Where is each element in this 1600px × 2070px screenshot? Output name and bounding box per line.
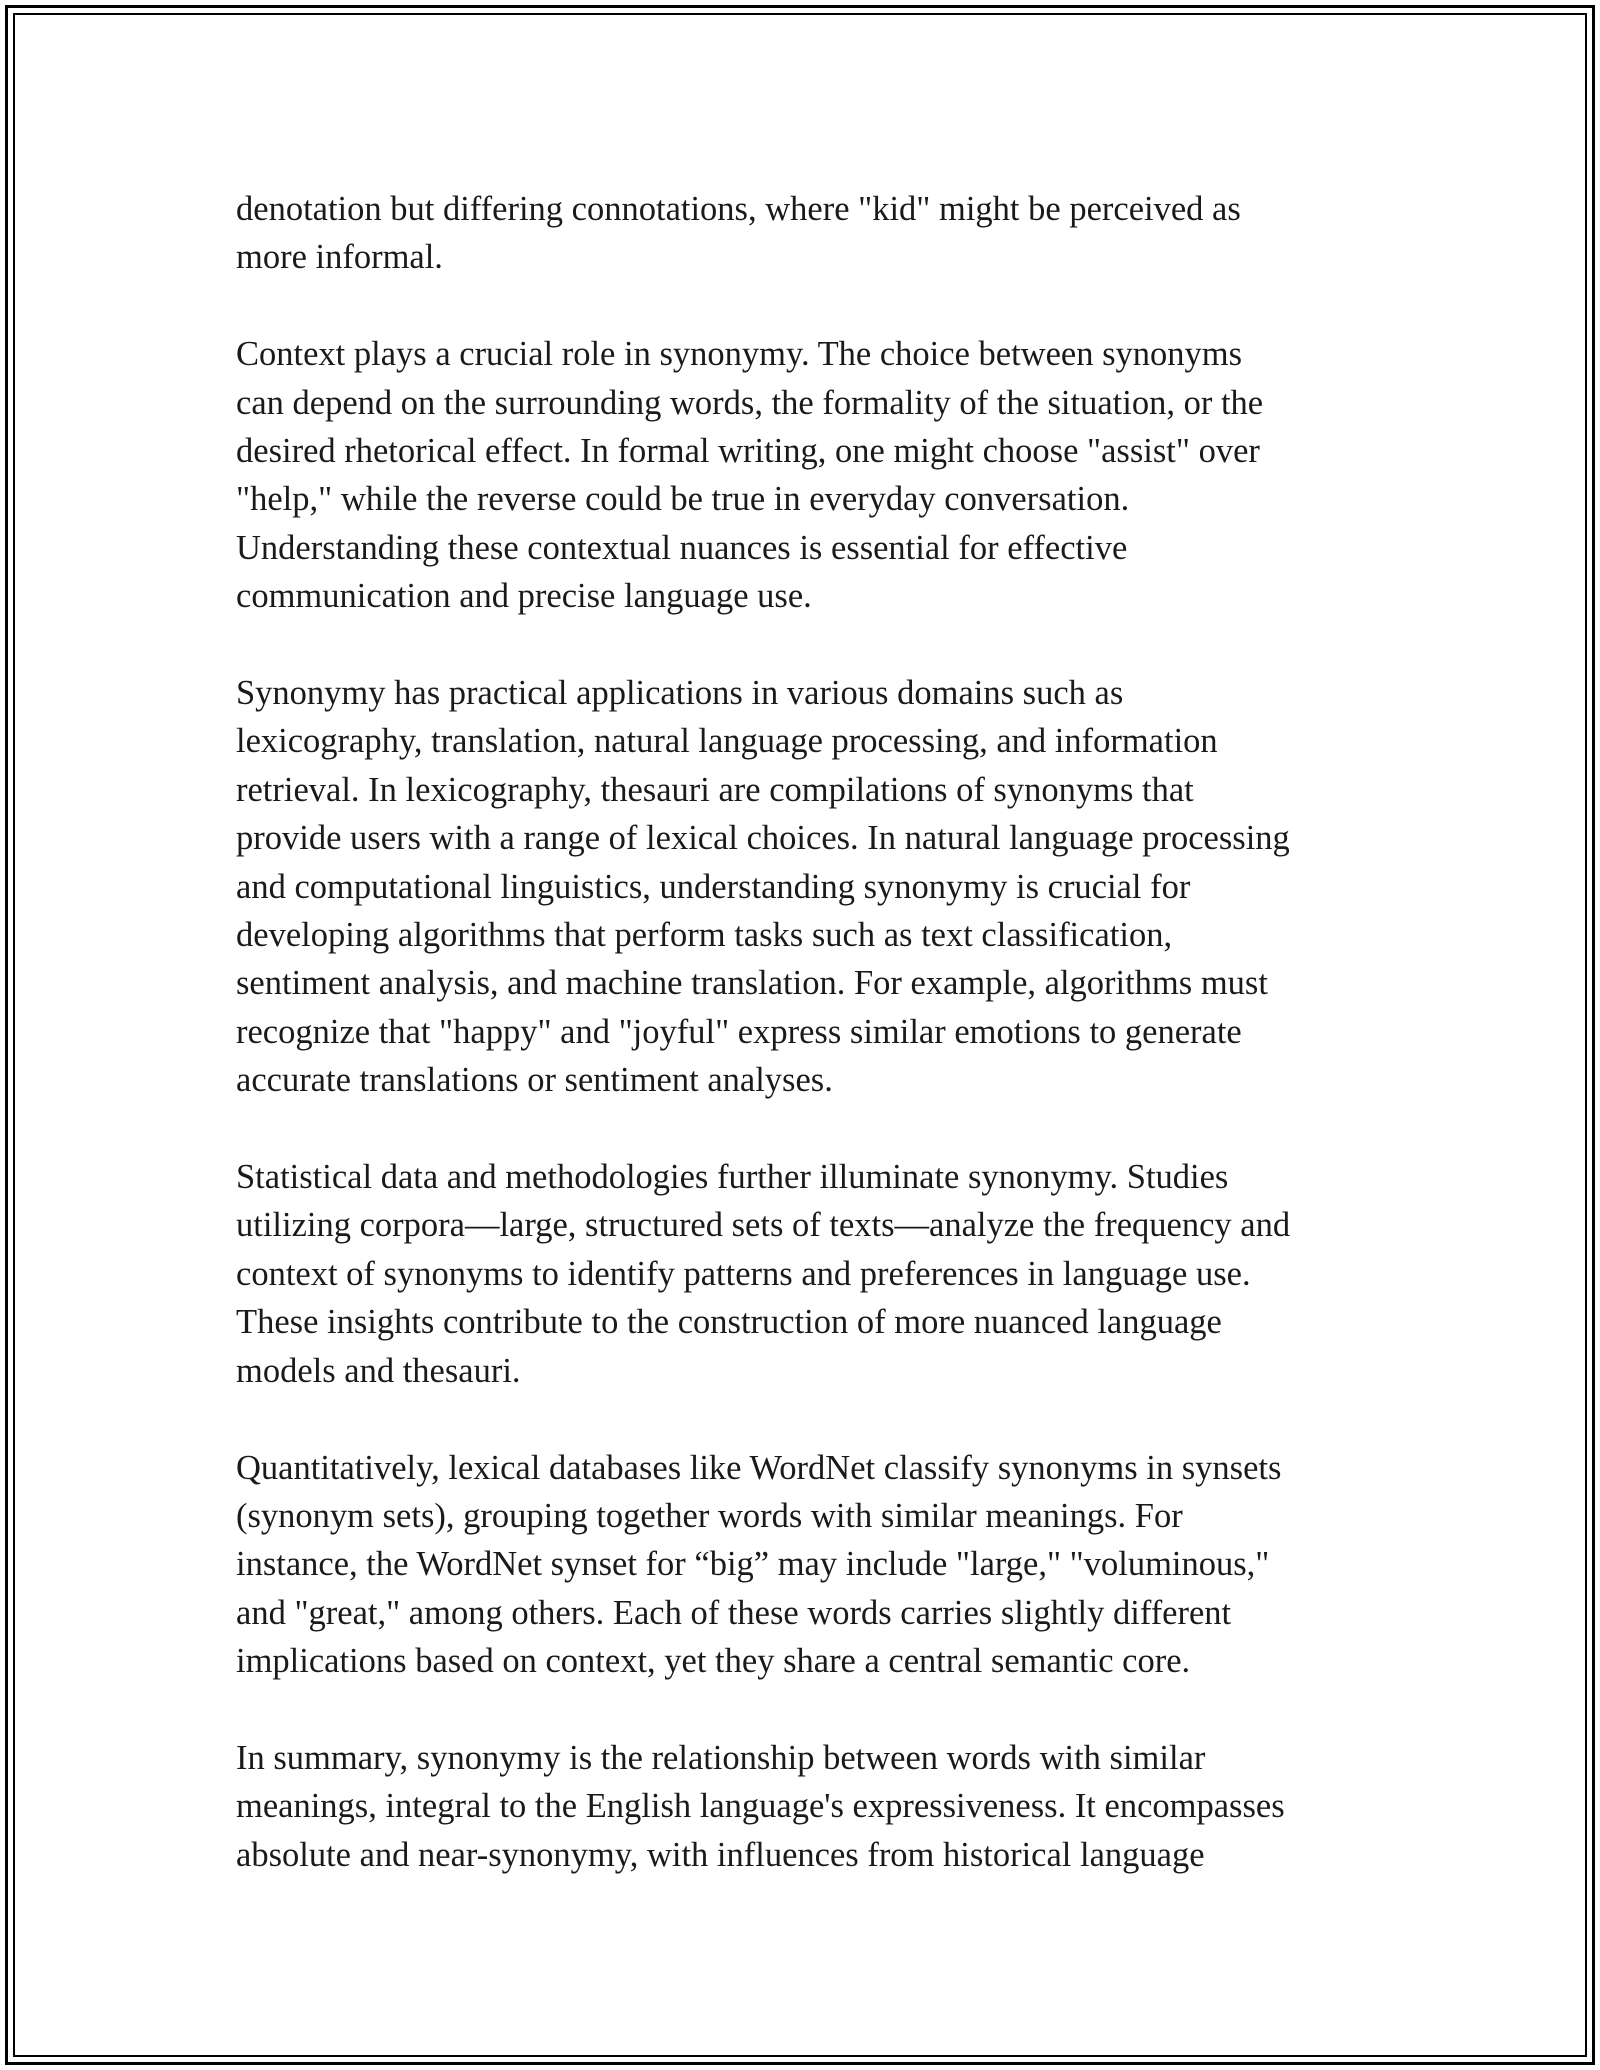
text-line: and computational linguistics, understanding synonymy is crucial for (236, 867, 1191, 906)
text-line: can depend on the surrounding words, the formality of the situation, or the (236, 383, 1264, 422)
text-line: absolute and near-synonymy, with influences from historical language (236, 1835, 1205, 1874)
text-line: Context plays a crucial role in synonymy. The choice between synonyms (236, 335, 1243, 374)
text-line: communication and precise language use. (236, 577, 812, 616)
text-line: desired rhetorical effect. In formal writing, one might choose "assist" over (236, 432, 1260, 471)
text-line: Statistical data and methodologies further illuminate synonymy. Studies (236, 1158, 1229, 1197)
text-line: accurate translations or sentiment analyses. (236, 1061, 833, 1100)
text-line: models and thesauri. (236, 1351, 521, 1390)
text-line: implications based on context, yet they share a central semantic core. (236, 1642, 1191, 1681)
text-line: instance, the WordNet synset for “big” may include "large," "voluminous," (236, 1545, 1270, 1584)
text-line: provide users with a range of lexical choices. In natural language processing (236, 819, 1290, 858)
text-line: utilizing corpora—large, structured sets of texts—analyze the frequency and (236, 1206, 1291, 1245)
text-line: retrieval. In lexicography, thesauri are compilations of synonyms that (236, 770, 1194, 809)
paragraph-connotation-continuation (236, 185, 1366, 282)
text-line: context of synonyms to identify patterns and preferences in language use. (236, 1254, 1251, 1293)
paragraph-summary (236, 1734, 1366, 1879)
paragraph-wordnet (236, 1444, 1366, 1686)
text-line: Synonymy has practical applications in various domains such as (236, 674, 1124, 713)
paragraph-statistical-data (236, 1153, 1366, 1395)
text-line: developing algorithms that perform tasks such as text classification, (236, 916, 1173, 955)
text-line: and "great," among others. Each of these words carries slightly different (236, 1593, 1232, 1632)
text-line: recognize that "happy" and "joyful" express similar emotions to generate (236, 1012, 1242, 1051)
text-line: sentiment analysis, and machine translation. For example, algorithms must (236, 964, 1268, 1003)
text-line: These insights contribute to the construction of more nuanced language (236, 1303, 1222, 1342)
text-line: (synonym sets), grouping together words with similar meanings. For (236, 1496, 1183, 1535)
text-line: Quantitatively, lexical databases like WordNet classify synonyms in synsets (236, 1448, 1282, 1487)
paragraph-context (236, 330, 1366, 620)
document-body (236, 185, 1366, 1928)
text-line: lexicography, translation, natural language processing, and information (236, 722, 1218, 761)
text-line: "help," while the reverse could be true in everyday conversation. (236, 480, 1130, 519)
text-line: denotation but differing connotations, where "kid" might be perceived as (236, 190, 1241, 228)
text-line: meanings, integral to the English language's expressiveness. It encompasses (236, 1787, 1285, 1826)
paragraph-applications (236, 669, 1366, 1105)
text-line: In summary, synonymy is the relationship between words with similar (236, 1738, 1206, 1777)
text-line: Understanding these contextual nuances is essential for effective (236, 528, 1128, 567)
text-line: more informal. (236, 238, 443, 277)
